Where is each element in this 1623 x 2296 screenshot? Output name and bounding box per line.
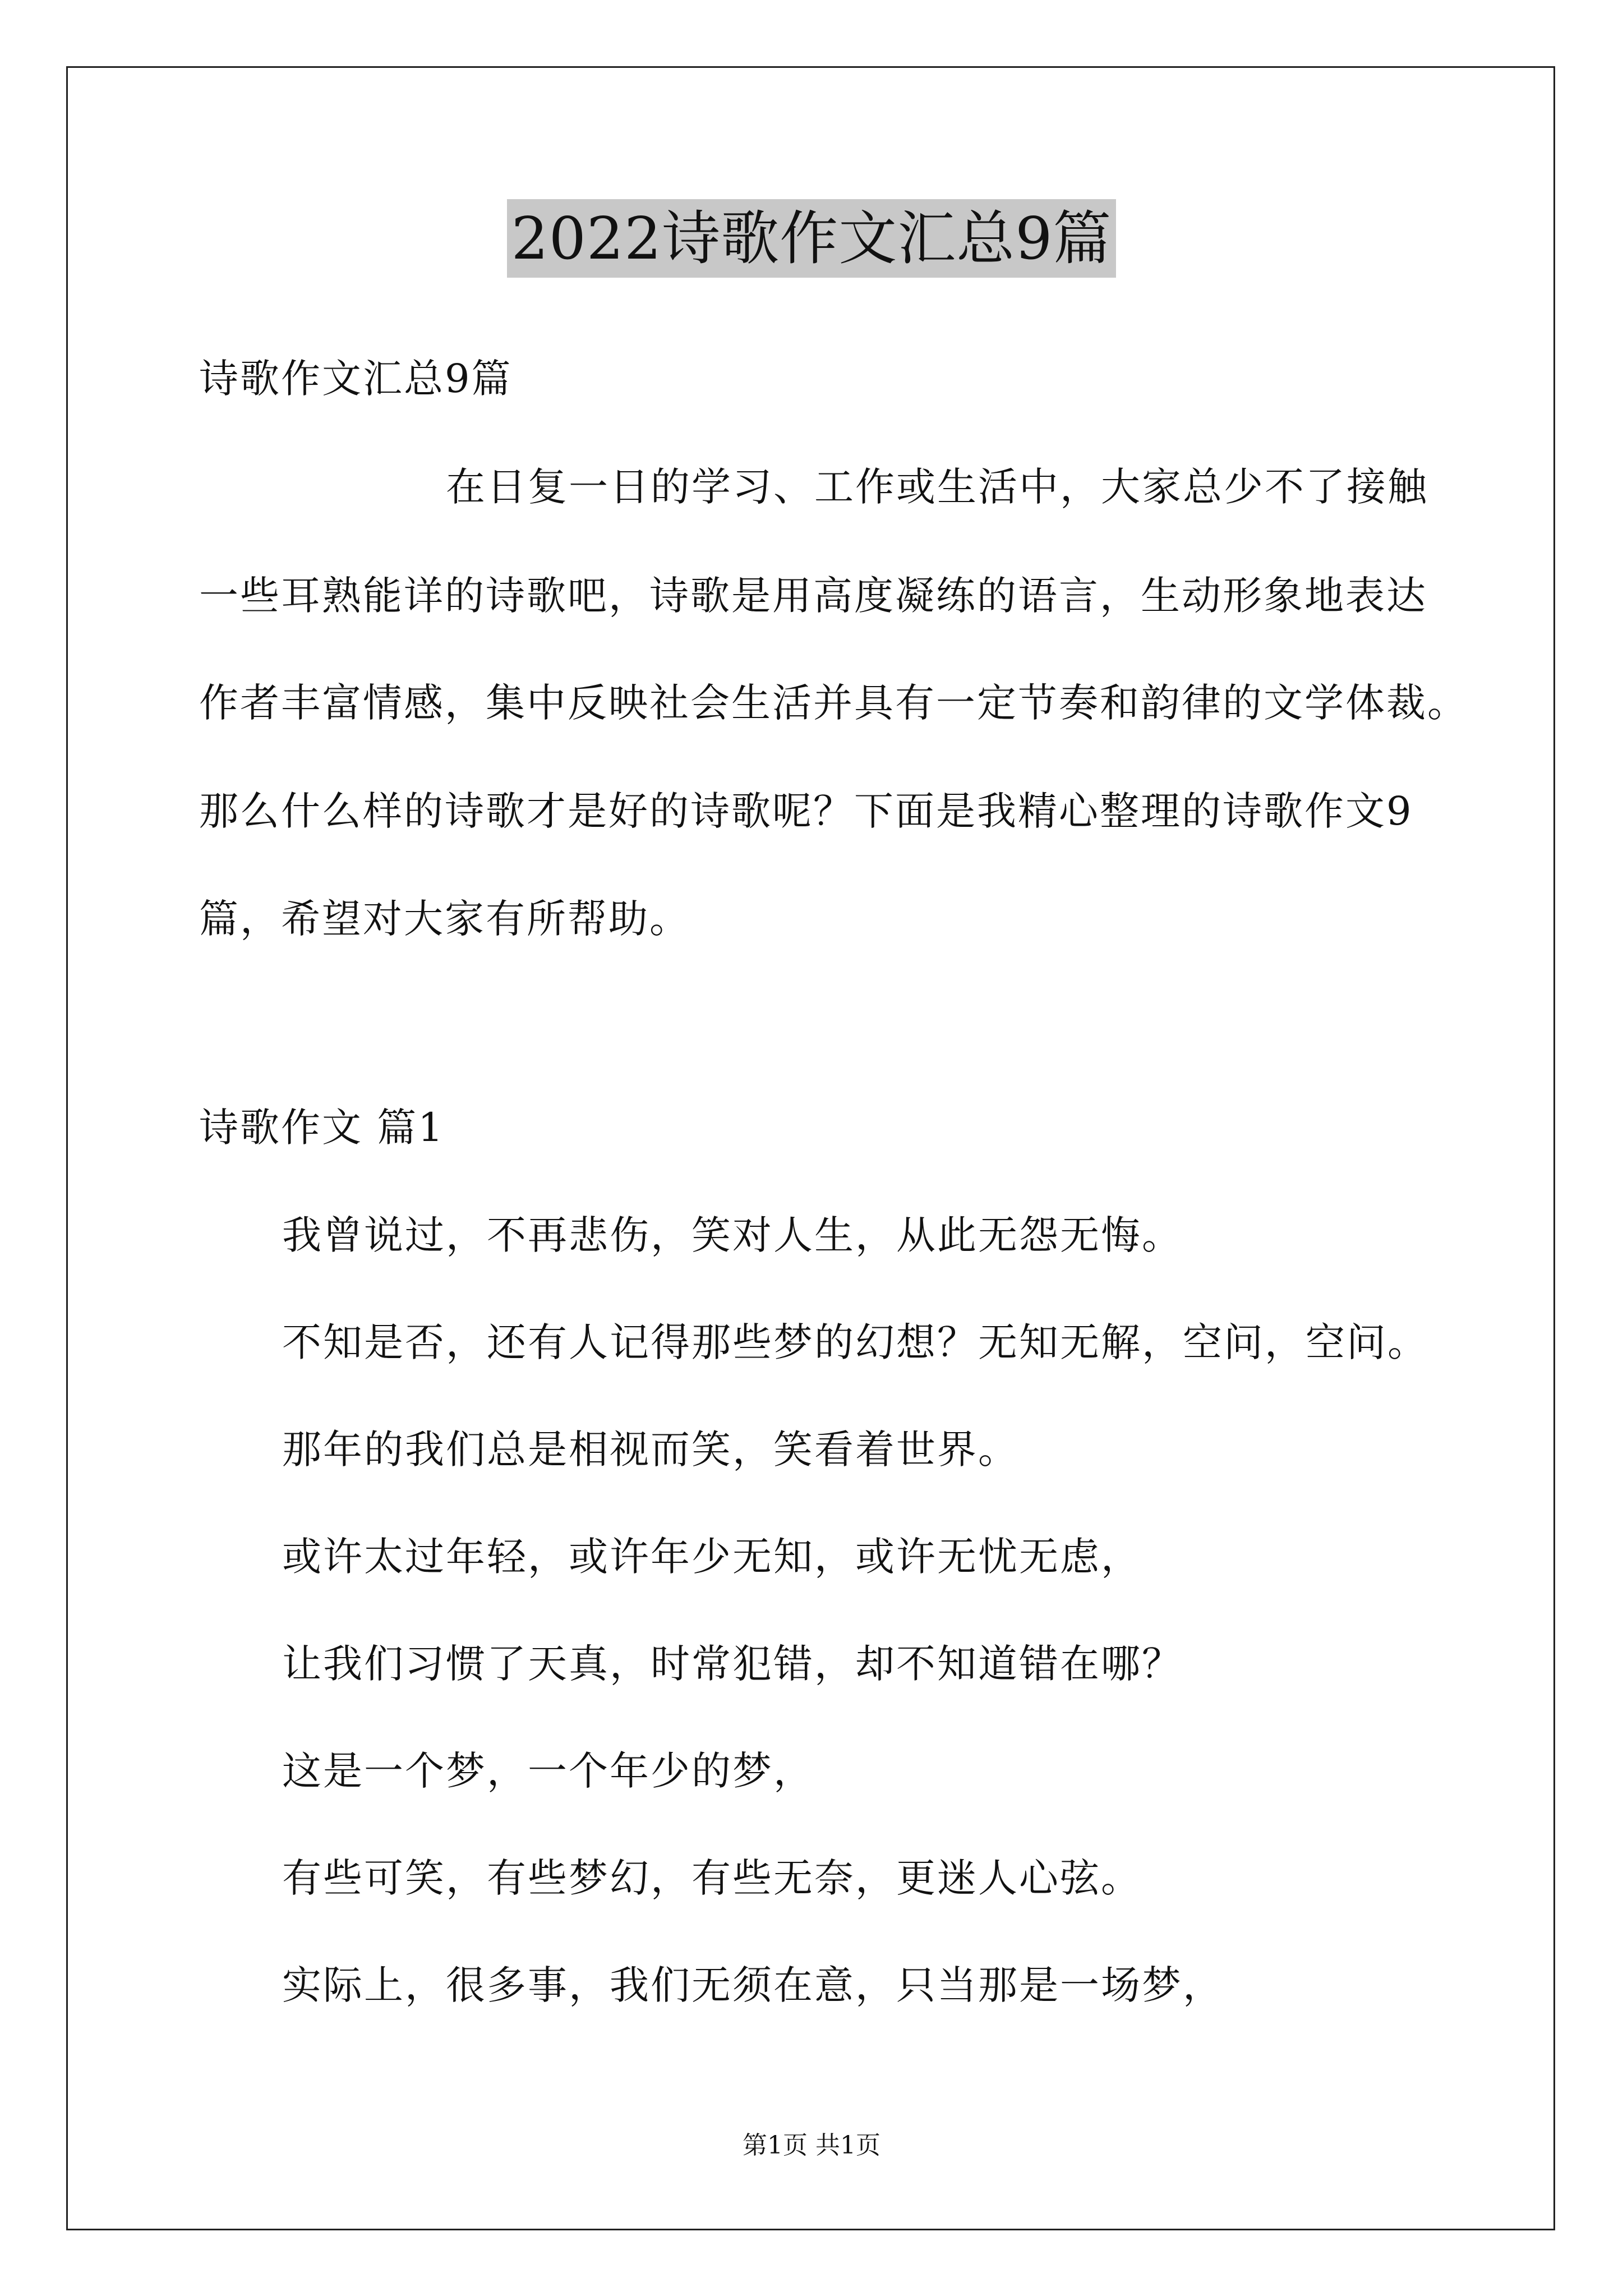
section-heading: 诗歌作文 篇1: [199, 1105, 445, 1151]
poem-line-3: 那年的我们总是相视而笑，笑看着世界。: [282, 1427, 1019, 1473]
intro-line-2: 一些耳熟能详的诗歌吧，诗歌是用高度凝练的语言，生动形象地表达: [199, 573, 1427, 619]
poem-line-7: 有些可笑，有些梦幻，有些无奈，更迷人心弦。: [282, 1855, 1142, 1901]
poem-line-8: 实际上，很多事，我们无须在意，只当那是一场梦，: [282, 1962, 1224, 2008]
document-title: 2022诗歌作文汇总9篇: [507, 199, 1117, 278]
intro-line-1: 在日复一日的学习、工作或生活中，大家总少不了接触: [446, 464, 1428, 510]
poem-line-2: 不知是否，还有人记得那些梦的幻想？无知无解，空问，空问。: [282, 1319, 1428, 1365]
poem-line-6: 这是一个梦，一个年少的梦，: [282, 1748, 814, 1794]
document-subtitle: 诗歌作文汇总9篇: [199, 356, 513, 402]
poem-line-1: 我曾说过，不再悲伤，笑对人生，从此无怨无悔。: [282, 1212, 1183, 1258]
poem-line-5: 让我们习惯了天真，时常犯错，却不知道错在哪？: [282, 1641, 1183, 1687]
title-container: [0, 199, 1623, 278]
intro-line-3: 作者丰富情感，集中反映社会生活并具有一定节奏和韵律的文学体裁。: [199, 680, 1468, 726]
poem-line-4: 或许太过年轻，或许年少无知，或许无忧无虑，: [282, 1534, 1142, 1580]
intro-line-5: 篇，希望对大家有所帮助。: [199, 896, 690, 942]
intro-line-4: 那么什么样的诗歌才是好的诗歌呢？下面是我精心整理的诗歌作文9: [199, 788, 1413, 834]
page-footer: 第1页 共1页: [743, 2131, 880, 2160]
